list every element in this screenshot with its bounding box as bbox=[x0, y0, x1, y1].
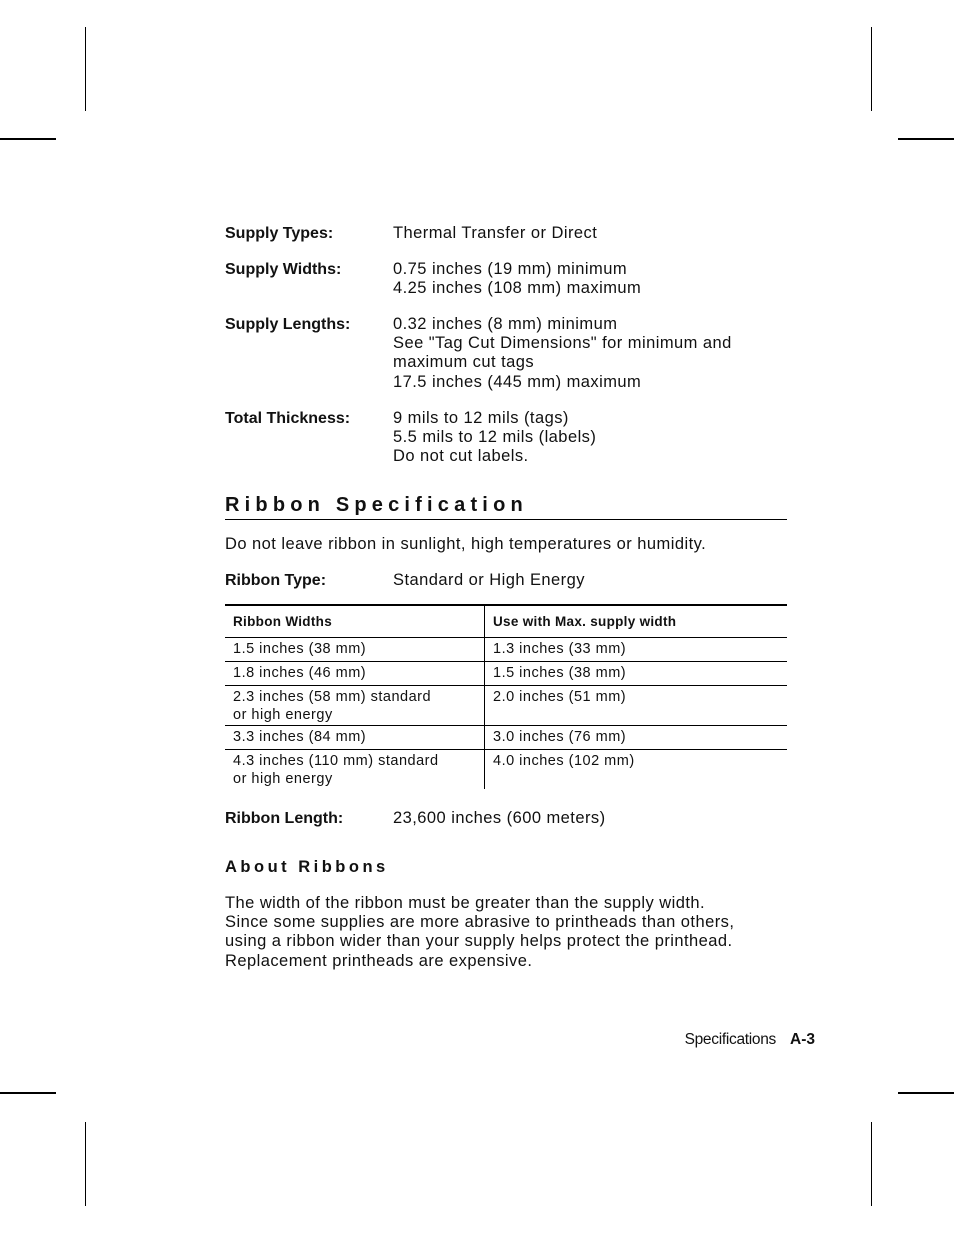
crop-mark bbox=[898, 138, 954, 140]
cell-line: 3.3 inches (84 mm) bbox=[233, 729, 367, 745]
spec-label: Supply Widths: bbox=[225, 261, 342, 278]
spec-value bbox=[393, 409, 793, 467]
column-header: Use with Max. supply width bbox=[485, 605, 788, 638]
table-cell bbox=[225, 726, 485, 750]
cell-line: 4.0 inches (102 mm) bbox=[493, 753, 635, 769]
cell-line: 2.0 inches (51 mm) bbox=[493, 689, 627, 705]
spec-line: Standard or High Energy bbox=[393, 571, 585, 589]
spec-value bbox=[393, 571, 793, 590]
spec-value bbox=[393, 224, 793, 243]
cell-line: or high energy bbox=[233, 706, 333, 723]
paragraph-line: using a ribbon wider than your supply helps protect the printhead. bbox=[225, 932, 733, 951]
spec-line: See "Tag Cut Dimensions" for minimum and bbox=[393, 334, 732, 353]
table-row bbox=[225, 638, 787, 662]
ribbon-width-table bbox=[225, 604, 787, 789]
spec-line: 0.75 inches (19 mm) minimum bbox=[393, 260, 628, 278]
spec-line: 0.32 inches (8 mm) minimum bbox=[393, 315, 618, 333]
spec-label: Total Thickness: bbox=[225, 410, 351, 427]
cell-line: 3.0 inches (76 mm) bbox=[493, 729, 627, 745]
paragraph-line: Replacement printheads are expensive. bbox=[225, 951, 533, 970]
crop-mark bbox=[0, 138, 56, 140]
ribbon-warning: Do not leave ribbon in sunlight, high temperatures or humidity. bbox=[225, 535, 707, 553]
crop-mark bbox=[871, 27, 872, 111]
subsection-title: About Ribbons bbox=[225, 858, 389, 876]
crop-mark bbox=[898, 1092, 954, 1094]
paragraph-line: The width of the ribbon must be greater than the supply width. bbox=[225, 894, 706, 912]
table-row bbox=[225, 686, 787, 726]
spec-line: 5.5 mils to 12 mils (labels) bbox=[393, 428, 597, 447]
table-cell bbox=[225, 686, 485, 726]
cell-line: 1.8 inches (46 mm) bbox=[233, 665, 367, 681]
spec-line: 4.25 inches (108 mm) maximum bbox=[393, 279, 642, 298]
cell-line: 2.3 inches (58 mm) standard bbox=[233, 689, 432, 705]
cell-line: or high energy bbox=[233, 770, 333, 787]
cell-line: 1.5 inches (38 mm) bbox=[493, 665, 627, 681]
spec-line: Do not cut labels. bbox=[393, 447, 529, 466]
spec-value bbox=[393, 315, 793, 392]
crop-mark bbox=[0, 1092, 56, 1094]
spec-label: Ribbon Length: bbox=[225, 810, 344, 827]
table-cell bbox=[485, 726, 788, 750]
table-row bbox=[225, 662, 787, 686]
table-cell bbox=[485, 638, 788, 662]
paragraph-line: Since some supplies are more abrasive to printheads than others, bbox=[225, 913, 735, 932]
spec-value bbox=[393, 809, 793, 828]
table-cell bbox=[225, 638, 485, 662]
crop-mark bbox=[871, 1122, 872, 1206]
table-cell bbox=[485, 750, 788, 790]
spec-line: 17.5 inches (445 mm) maximum bbox=[393, 372, 642, 391]
spec-label: Supply Lengths: bbox=[225, 316, 351, 333]
column-header: Ribbon Widths bbox=[225, 605, 485, 638]
crop-mark bbox=[85, 1122, 86, 1206]
section-rule bbox=[225, 519, 787, 520]
spec-label: Ribbon Type: bbox=[225, 572, 327, 589]
cell-line: 1.3 inches (33 mm) bbox=[493, 641, 627, 657]
spec-label: Supply Types: bbox=[225, 225, 334, 242]
table-cell bbox=[225, 750, 485, 790]
table-cell bbox=[225, 662, 485, 686]
spec-line: 9 mils to 12 mils (tags) bbox=[393, 409, 569, 427]
section-title: Ribbon Specification bbox=[225, 494, 528, 516]
table-row bbox=[225, 750, 787, 790]
spec-value bbox=[393, 260, 793, 298]
page-footer bbox=[685, 1031, 815, 1049]
footer-section: Specifications bbox=[684, 1031, 777, 1048]
crop-mark bbox=[85, 27, 86, 111]
spec-line: Thermal Transfer or Direct bbox=[393, 224, 598, 242]
cell-line: 1.5 inches (38 mm) bbox=[233, 641, 367, 657]
table-row bbox=[225, 726, 787, 750]
about-paragraph bbox=[225, 894, 734, 971]
spec-line: maximum cut tags bbox=[393, 353, 535, 372]
table-cell bbox=[485, 662, 788, 686]
spec-line: 23,600 inches (600 meters) bbox=[393, 809, 606, 827]
table-cell bbox=[485, 686, 788, 726]
page-number: A-3 bbox=[790, 1031, 815, 1048]
cell-line: 4.3 inches (110 mm) standard bbox=[233, 753, 439, 769]
table-header-row bbox=[225, 605, 787, 638]
